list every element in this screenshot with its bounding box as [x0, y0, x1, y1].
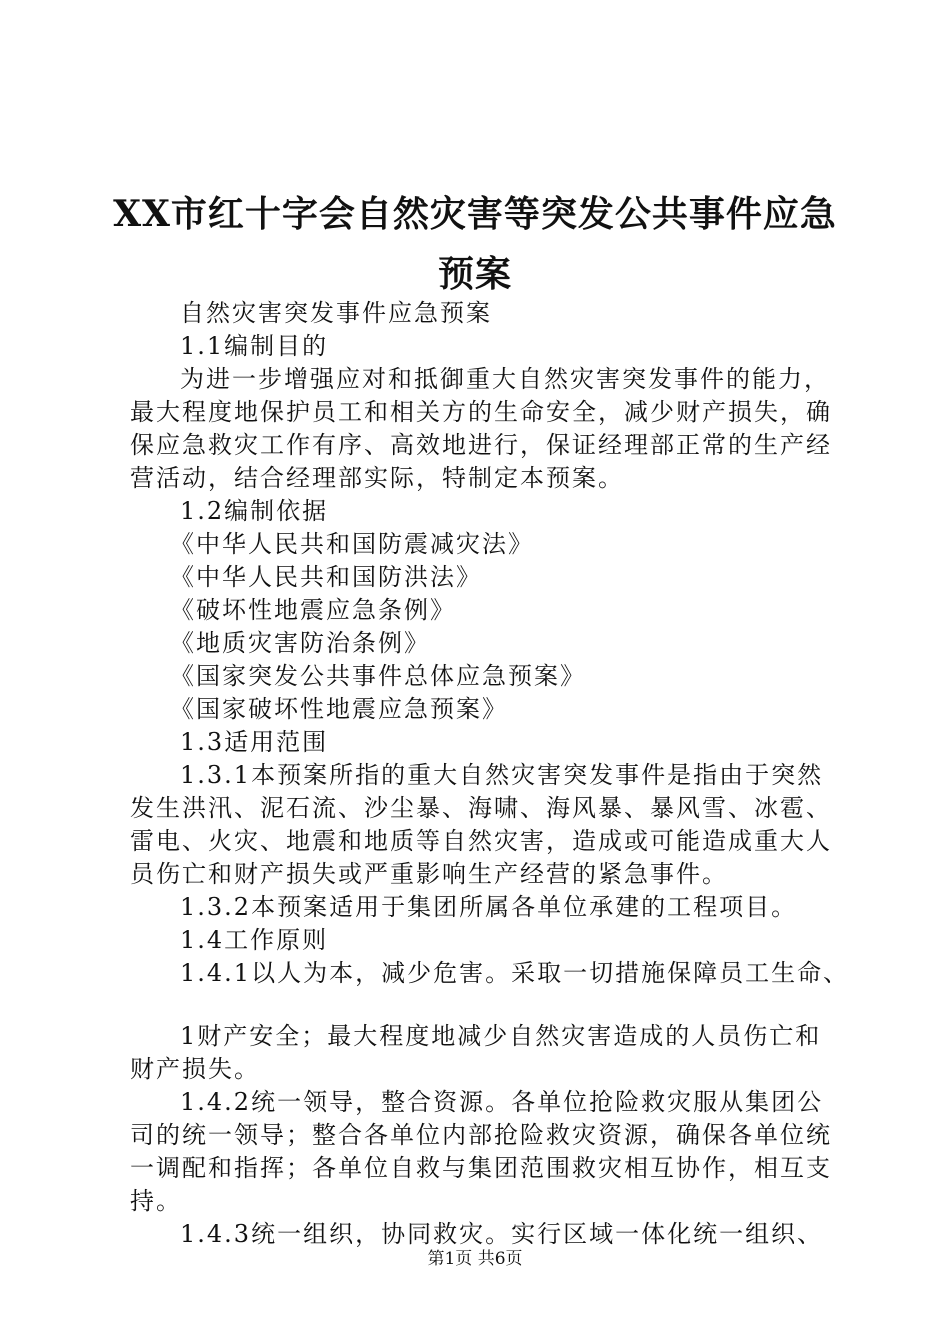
paragraph-line: 保应急救灾工作有序、高效地进行，保证经理部正常的生产经: [130, 431, 832, 459]
paragraph-line: 1.4.2统一领导，整合资源。各单位抢险救灾服从集团公: [180, 1088, 824, 1116]
paragraph-line: 1.3.1本预案所指的重大自然灾害突发事件是指由于突然: [180, 761, 824, 789]
document-title-line-2: 预案: [437, 253, 512, 295]
paragraph-line: 员伤亡和财产损失或严重影响生产经营的紧急事件。: [130, 860, 728, 888]
document-title-line-1: XX市红十字会自然灾害等突发公共事件应急: [113, 193, 837, 235]
paragraph-line: 1.4.1以人为本，减少危害。采取一切措施保障员工生命、: [180, 959, 850, 987]
paragraph-line: 营活动，结合经理部实际，特制定本预案。: [130, 464, 624, 492]
reference-item: 《国家破坏性地震应急预案》: [170, 695, 508, 723]
reference-item: 《国家突发公共事件总体应急预案》: [170, 662, 586, 690]
reference-item: 《地质灾害防治条例》: [170, 629, 430, 657]
subsection-heading: 1.4工作原则: [180, 926, 329, 954]
reference-item: 《中华人民共和国防震减灾法》: [170, 530, 534, 558]
paragraph-line: 1.4.3统一组织，协同救灾。实行区域一体化统一组织、: [180, 1220, 824, 1248]
paragraph-line: 一调配和指挥；各单位自救与集团范围救灾相互协作，相互支: [130, 1154, 832, 1182]
paragraph-line: 1.3.2本预案适用于集团所属各单位承建的工程项目。: [180, 893, 798, 921]
page-number-footer: 第1页 共6页: [427, 1249, 523, 1269]
subsection-heading: 1.2编制依据: [180, 497, 329, 525]
paragraph-line: 为进一步增强应对和抵御重大自然灾害突发事件的能力，: [180, 365, 830, 393]
subsection-heading: 1.1编制目的: [180, 332, 329, 360]
paragraph-line: 持。: [130, 1187, 182, 1215]
paragraph-line: 1财产安全；最大程度地减少自然灾害造成的人员伤亡和: [180, 1022, 822, 1050]
paragraph-line: 司的统一领导；整合各单位内部抢险救灾资源，确保各单位统: [130, 1121, 832, 1149]
paragraph-line: 财产损失。: [130, 1055, 260, 1083]
subsection-heading: 1.3适用范围: [180, 728, 329, 756]
reference-item: 《破坏性地震应急条例》: [170, 596, 456, 624]
paragraph-line: 发生洪汛、泥石流、沙尘暴、海啸、海风暴、暴风雪、冰雹、: [130, 794, 832, 822]
section-heading: 自然灾害突发事件应急预案: [180, 299, 492, 327]
reference-item: 《中华人民共和国防洪法》: [170, 563, 482, 591]
paragraph-line: 雷电、火灾、地震和地质等自然灾害，造成或可能造成重大人: [130, 827, 832, 855]
paragraph-line: 最大程度地保护员工和相关方的生命安全，减少财产损失，确: [130, 398, 832, 426]
